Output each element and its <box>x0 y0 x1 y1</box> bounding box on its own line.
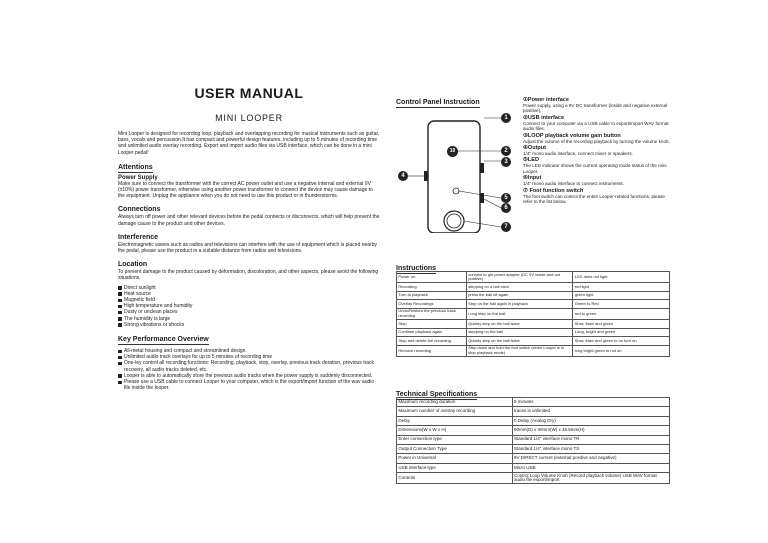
table-row <box>397 398 670 407</box>
table-cell: Standard 1/4" interface mono TR <box>512 435 669 444</box>
instructions-heading: Instructions <box>396 265 437 272</box>
list-item: Looper is able to automatically store the previous audio tracks when the power supply is suddenly disconnected. <box>118 373 380 379</box>
item-title: ②USB interface <box>523 114 564 121</box>
list-item: Direct sunlight <box>118 285 380 291</box>
list-item: All-metal housing and compact and streamlined design. <box>118 348 380 354</box>
table-row <box>397 473 670 484</box>
table-cell: Output Connection Type <box>397 444 513 453</box>
table-cell: Slow, flash and green <box>573 320 670 328</box>
table-cell: Stop <box>397 320 467 328</box>
connections-heading: Connections <box>118 206 161 214</box>
table-cell: long bright green to not on <box>573 345 670 356</box>
power-heading: Power Supply <box>118 174 158 181</box>
table-cell: Quickly step on the ball twice <box>466 337 573 345</box>
power-text: Make sure to connect the transformer with the correct AC power outlet and use a negative internal and external 9V (±10%) power transformer, otherwise using another power transformer to connect the device may cause damage to the equipment. Unplug the appliance when you do not need to use this product or in thunderstorms. <box>118 180 373 200</box>
table-cell: Remove recording <box>397 345 467 356</box>
left-page <box>118 75 380 470</box>
table-cell: red light <box>573 283 670 291</box>
table-cell: stepping on a ball once <box>466 283 573 291</box>
callout-10: 10 <box>447 146 458 157</box>
table-cell: Maximum number of overlay recording <box>397 407 513 416</box>
manual-title: USER MANUAL <box>194 85 304 101</box>
table-cell: LED does not light <box>573 272 670 283</box>
table-cell: Dimensions(W x W x H) <box>397 426 513 435</box>
item-title: ④Output <box>523 145 546 152</box>
table-row <box>397 444 670 453</box>
callout-3: 3 <box>501 157 511 167</box>
table-cell: Standard 1/4" interface mono TS <box>512 444 669 453</box>
table-cell: Delay <box>397 416 513 425</box>
table-row <box>397 308 670 319</box>
table-cell: Control Loop Volume Knob (Record playback volume) USB WAV format audio file export/import <box>512 473 669 484</box>
list-item: High temperature and humidity <box>118 303 380 309</box>
item-title: ③LOOP playback volume gain button <box>523 132 621 139</box>
table-cell: Step on the ball again in playback <box>466 300 573 308</box>
table-row <box>397 291 670 299</box>
table-cell: press the ball off again <box>466 291 573 299</box>
table-row <box>397 454 670 463</box>
connections-text: Always turn off power and other relevant devices before the pedal connects or disconnects, which will help prevent the damage cause to the product and other devices. <box>118 214 380 227</box>
item-title: ⑦ Foot function switch <box>523 187 584 194</box>
table-cell: 5 minutes <box>512 398 669 407</box>
list-item: Please use a USB cable to connect Looper to your computer, which is the export/import function of the wav audio file inside the looper. <box>118 379 380 391</box>
list-item: Magnetic field <box>118 297 380 303</box>
table-cell: Micro USB <box>512 463 669 472</box>
table-cell: Stop and delete the recording <box>397 337 467 345</box>
table-cell: 90mm(D) x 40mm(W) x 48.5mm(H) <box>512 426 669 435</box>
spec-table <box>396 397 670 484</box>
control-panel-heading: Control Panel Instruction <box>396 99 480 106</box>
table-cell: Enter connection type <box>397 435 513 444</box>
right-page <box>396 75 672 483</box>
item-desc: Power supply, using a 9V DC transformer (inside and negative external positive). <box>523 103 668 114</box>
list-item: Heat source <box>118 291 380 297</box>
table-cell: Undo/Restore the previous track recording <box>397 308 467 319</box>
interference-heading: Interference <box>118 233 159 241</box>
item-title: ⑤LED <box>523 157 539 164</box>
item-desc: Adjust the volume of the recording playback by turning the volume knob. <box>523 138 670 144</box>
intro-text: Mini Looper is designed for recording loop, playback and overlapping recording for musical instruments such as guitar, bass, vocals and percussion.It has compact and powerful design features, including up to 5 minutes of recording time and unlimited audio overlay recording. Export and import audio files via USB interface, which can be done in a mini Looper pedal! <box>118 131 380 156</box>
attentions-heading: Attentions <box>118 163 153 171</box>
item-desc: 1/4" mono audio interface, connect mixer or speakers. <box>523 151 633 157</box>
table-cell: 0 Delay (Analog Dry) <box>512 416 669 425</box>
table-row <box>397 426 670 435</box>
item-desc: 1/4" mono audio interface to connect instruments. <box>523 181 624 187</box>
location-heading: Location <box>118 261 148 269</box>
table-cell: connect to gin power adapter (DC 9V inside and out positive) <box>466 272 573 283</box>
table-row <box>397 320 670 328</box>
list-item: Strong vibrations or shocks <box>118 322 380 328</box>
table-row <box>397 283 670 291</box>
device-diagram <box>396 93 526 233</box>
table-row <box>397 345 670 356</box>
table-cell: traces is unlimited <box>512 407 669 416</box>
table-cell: USB interface type <box>397 463 513 472</box>
location-list <box>118 285 380 328</box>
control-items <box>523 97 672 205</box>
callout-7: 7 <box>501 222 511 232</box>
manual-subtitle: MINI LOOPER <box>215 113 283 123</box>
table-row <box>397 272 670 283</box>
table-row <box>397 435 670 444</box>
item-desc: The foot switch can control the entire Looper-related functions, please refer to the list below. <box>523 193 665 205</box>
table-row <box>397 463 670 472</box>
kpo-heading: Key Performance Overview <box>118 336 209 344</box>
table-row <box>397 300 670 308</box>
table-row <box>397 328 670 336</box>
callout-2: 2 <box>501 146 511 156</box>
table-row <box>397 337 670 345</box>
table-cell: Long, bright and green <box>573 328 670 336</box>
item-desc: Connect to your computer via a USB cable to export/import WAV format audio files. <box>523 120 669 132</box>
table-cell: red to green <box>573 308 670 319</box>
table-cell: Continue playback again <box>397 328 467 336</box>
table-cell: Overlay Recordings <box>397 300 467 308</box>
table-cell: Quickly step on the ball twice <box>466 320 573 328</box>
table-cell: Power in Universal <box>397 454 513 463</box>
table-cell: Controls <box>397 473 513 484</box>
table-cell: Turn to playback <box>397 291 467 299</box>
list-item: Dusty or unclean places <box>118 309 380 315</box>
item-title: ①Power interface <box>523 97 569 103</box>
table-cell: Long step on the ball <box>466 308 573 319</box>
table-cell: Step down and hold the foot switch (when Looper is in stop playback mode) <box>466 345 573 356</box>
list-item: Unlimited audio track overlays for up to 5 minutes of recording time <box>118 354 380 360</box>
instructions-table <box>396 271 670 357</box>
item-desc: The LED indicator shows the current operating mode status of the mini Looper. <box>523 163 667 174</box>
table-cell: Maximum recording duration <box>397 398 513 407</box>
table-row <box>397 416 670 425</box>
spec-heading: Technical Specifications <box>396 391 478 398</box>
table-cell: Slow, flash and green to no turn on <box>573 337 670 345</box>
kpo-list <box>118 348 380 391</box>
table-cell: green light <box>573 291 670 299</box>
table-cell: Recording <box>397 283 467 291</box>
table-cell: Power on <box>397 272 467 283</box>
list-item: The humidity is large <box>118 316 380 322</box>
callout-5: 5 <box>501 193 511 203</box>
item-title: ⑥Input <box>523 175 542 182</box>
callout-4: 4 <box>398 171 408 181</box>
callout-6: 6 <box>501 203 511 213</box>
interference-text: Electromagnetic waves such as radios and televisions can interfere with the use of equipment which is placed nearby the pedal, please use the product in a suitable distance from radios and televisions. <box>118 241 378 255</box>
location-text: To prevent damage to the product caused by deformation, discoloration, and other aspects, please avoid the following situations. <box>118 269 379 282</box>
table-cell: Green to Red <box>573 300 670 308</box>
callout-1: 1 <box>501 113 511 123</box>
table-cell: 9V DIRECT current (external positive and negative) <box>512 454 669 463</box>
table-row <box>397 407 670 416</box>
table-cell: stepping on the ball <box>466 328 573 336</box>
list-item: One-ley control all recording functions: Recording, playback, stop, overlay, previous track deration, previous track recovery, all audio tracks deleted, etc. <box>118 360 380 372</box>
